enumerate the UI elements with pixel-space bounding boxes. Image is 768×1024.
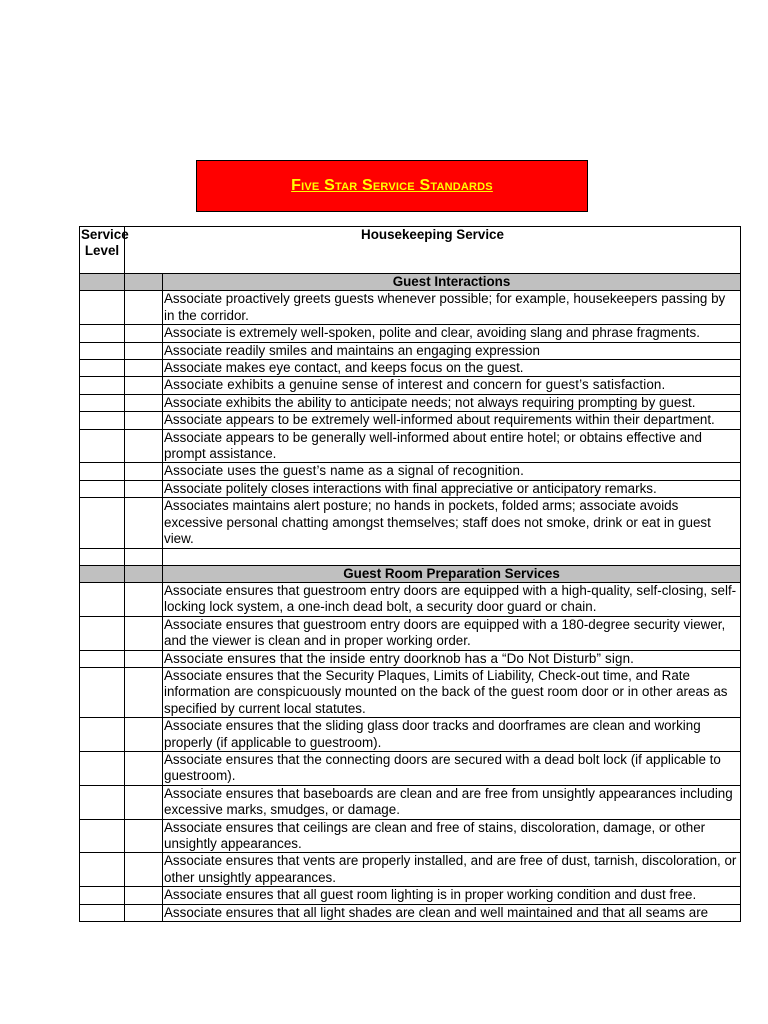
score-cell: [80, 291, 125, 325]
score-cell: [125, 582, 163, 616]
score-cell: [125, 274, 163, 291]
blank-cell: [163, 548, 741, 565]
table-row: [80, 412, 741, 429]
score-cell: [125, 819, 163, 853]
score-cell: [125, 325, 163, 342]
section-title: Guest Interactions: [163, 274, 741, 291]
score-cell: [80, 498, 125, 548]
score-cell: [80, 394, 125, 411]
section-header-row: [80, 274, 741, 291]
standard-text: Associate exhibits the ability to anticipate needs; not always requiring prompting by guest.: [163, 394, 741, 411]
table-row: [80, 429, 741, 463]
standard-text: Associate ensures that the Security Plaques, Limits of Liability, Check-out time, and Rate information are conspicuously mounted on the back of the guest room door or in other areas as specified by current local statutes.: [163, 667, 741, 717]
table-row: [80, 480, 741, 497]
score-cell: [80, 548, 125, 565]
table-row: [80, 291, 741, 325]
section-title: Guest Room Preparation Services: [163, 565, 741, 582]
score-cell: [80, 904, 125, 921]
score-cell: [125, 616, 163, 650]
score-cell: [125, 394, 163, 411]
score-cell: [80, 853, 125, 887]
score-cell: [80, 616, 125, 650]
score-cell: [80, 819, 125, 853]
standard-text: Associate proactively greets guests whenever possible; for example, housekeepers passing by in the corridor.: [163, 291, 741, 325]
standard-text: Associate ensures that the connecting doors are secured with a dead bolt lock (if applicable to guestroom).: [163, 751, 741, 785]
score-cell: [80, 480, 125, 497]
table-row: [80, 667, 741, 717]
score-cell: [125, 887, 163, 904]
score-cell: [80, 751, 125, 785]
standard-text: Associate ensures that baseboards are clean and are free from unsightly appearances including excessive marks, smudges, or damage.: [163, 785, 741, 819]
table-row: [80, 498, 741, 548]
score-cell: [125, 498, 163, 548]
score-cell: [125, 480, 163, 497]
standard-text: Associate uses the guest’s name as a signal of recognition.: [163, 463, 741, 480]
standard-text: Associate readily smiles and maintains an engaging expression: [163, 342, 741, 359]
standard-text: Associate ensures that ceilings are clean and free of stains, discoloration, damage, or other unsightly appearances.: [163, 819, 741, 853]
table-row: [80, 650, 741, 667]
score-cell: [80, 718, 125, 752]
table-row: [80, 887, 741, 904]
score-cell: [80, 342, 125, 359]
score-cell: [125, 548, 163, 565]
table-row: [80, 360, 741, 377]
standard-text: Associate ensures that the inside entry doorknob has a “Do Not Disturb” sign.: [163, 650, 741, 667]
standard-text: Associate appears to be generally well-informed about entire hotel; or obtains effective and prompt assistance.: [163, 429, 741, 463]
score-cell: [80, 667, 125, 717]
table-row: [80, 377, 741, 394]
standard-text: Associate ensures that vents are properly installed, and are free of dust, tarnish, discoloration, or other unsightly appearances.: [163, 853, 741, 887]
score-cell: [125, 360, 163, 377]
score-cell: [80, 429, 125, 463]
table-row: [80, 853, 741, 887]
standard-text: Associates maintains alert posture; no hands in pockets, folded arms; associate avoids excessive personal chatting amongst themselves; staff does not smoke, drink or eat in guest view.: [163, 498, 741, 548]
standard-text: Associate is extremely well-spoken, polite and clear, avoiding slang and phrase fragments.: [163, 325, 741, 342]
score-cell: [80, 650, 125, 667]
score-cell: [125, 291, 163, 325]
standard-text: Associate ensures that all light shades are clean and well maintained and that all seams are: [163, 904, 741, 921]
score-cell: [125, 650, 163, 667]
standard-text: Associate ensures that the sliding glass door tracks and doorframes are clean and working properly (if applicable to guestroom).: [163, 718, 741, 752]
table-header-row: [80, 227, 741, 274]
score-cell: [125, 667, 163, 717]
blank-row: [80, 548, 741, 565]
score-cell: [80, 412, 125, 429]
standards-table: [79, 226, 741, 922]
score-cell: [125, 377, 163, 394]
score-cell: [125, 463, 163, 480]
service-title: Housekeeping Service: [125, 227, 741, 274]
standard-text: Associate politely closes interactions with final appreciative or anticipatory remarks.: [163, 480, 741, 497]
score-cell: [80, 565, 125, 582]
service-level-header: Service Level: [80, 227, 125, 274]
table-row: [80, 819, 741, 853]
score-cell: [125, 718, 163, 752]
score-cell: [80, 360, 125, 377]
score-cell: [125, 904, 163, 921]
standard-text: Associate ensures that all guest room lighting is in proper working condition and dust free.: [163, 887, 741, 904]
score-cell: [80, 325, 125, 342]
table-row: [80, 394, 741, 411]
score-cell: [125, 412, 163, 429]
score-cell: [80, 582, 125, 616]
title-banner: [196, 160, 588, 212]
score-cell: [125, 785, 163, 819]
score-cell: [80, 377, 125, 394]
banner-title: Five Star Service Standards: [291, 177, 493, 194]
table-row: [80, 785, 741, 819]
standard-text: Associate makes eye contact, and keeps focus on the guest.: [163, 360, 741, 377]
table-row: [80, 904, 741, 921]
table-row: [80, 582, 741, 616]
score-cell: [125, 429, 163, 463]
table-row: [80, 342, 741, 359]
section-header-row: [80, 565, 741, 582]
score-cell: [125, 565, 163, 582]
standard-text: Associate ensures that guestroom entry doors are equipped with a 180-degree security viewer, and the viewer is clean and in proper working order.: [163, 616, 741, 650]
standard-text: Associate ensures that guestroom entry doors are equipped with a high-quality, self-closing, self-locking lock system, a one-inch dead bolt, a security door guard or chain.: [163, 582, 741, 616]
table-row: [80, 616, 741, 650]
score-cell: [80, 887, 125, 904]
score-cell: [80, 785, 125, 819]
standard-text: Associate exhibits a genuine sense of interest and concern for guest’s satisfaction.: [163, 377, 741, 394]
score-cell: [125, 342, 163, 359]
table-row: [80, 718, 741, 752]
score-cell: [125, 751, 163, 785]
standard-text: Associate appears to be extremely well-informed about requirements within their department.: [163, 412, 741, 429]
score-cell: [80, 463, 125, 480]
score-cell: [125, 853, 163, 887]
score-cell: [80, 274, 125, 291]
table-row: [80, 325, 741, 342]
table-row: [80, 463, 741, 480]
table-row: [80, 751, 741, 785]
